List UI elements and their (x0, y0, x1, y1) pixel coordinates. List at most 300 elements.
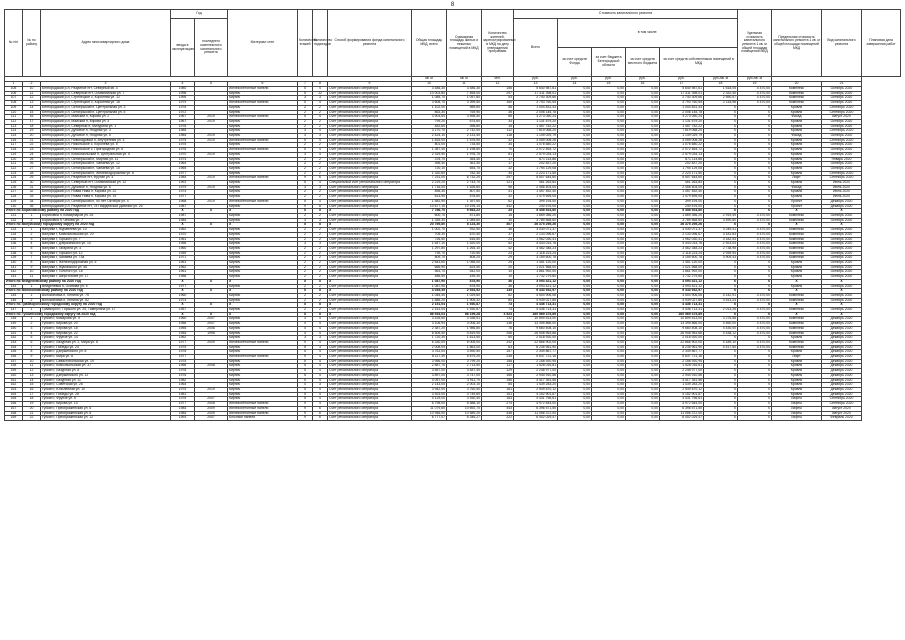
row-cell-w: Кровля (772, 392, 822, 397)
row-address: Валуйки г, Толстого ул. 16 (41, 270, 171, 275)
row-cell-s: Счет регионального оператора (328, 322, 412, 327)
row-district-number: 18 (23, 397, 41, 402)
row-cell-m: Кирпич (228, 336, 298, 341)
row-district-number: 18 (23, 124, 41, 129)
row-cell-e: 4 (313, 101, 328, 106)
row-cell-uc: X (704, 209, 738, 214)
row-cell-f4: 5 637 721,16 (660, 355, 704, 360)
row-number: 146 (5, 298, 23, 303)
header-entrances: Количество подъездов (313, 10, 328, 77)
row-cell-f4: 3 273 050,24 (660, 115, 704, 120)
row-cell-f4: 1 076 680,22 (660, 143, 704, 148)
row-cell-dt: Декабрь 2020 (822, 378, 862, 383)
row-cell-ct: 11 056 372,00 (514, 411, 558, 416)
row-cell-f4: 2 133 096,67 (660, 232, 704, 237)
row-number: 153 (5, 340, 23, 345)
row-cell-la: 1 905,32 (447, 298, 482, 303)
row-cell-f4: 1 861 992,00 (660, 270, 704, 275)
row-cell-f: X (298, 279, 313, 284)
row-cell-y: 1977 (171, 355, 195, 360)
row-cell-o: X (195, 289, 228, 294)
row-cell-s: Счет регионального оператора (328, 148, 412, 153)
row-cell-dt: Октябрь 2020 (822, 251, 862, 256)
row-cell-uc: X (704, 185, 738, 190)
unit-cell: руб. (626, 77, 660, 82)
row-cell-f2: 0,00 (592, 218, 626, 223)
row-cell-m: Железобетонные панели (228, 101, 298, 106)
unit-cell: руб./кв. м (704, 77, 738, 82)
row-cell-f1: 0,00 (558, 228, 592, 233)
row-number: 131 (5, 213, 23, 218)
row-cell-f4: 3 093 421,12 (660, 284, 704, 289)
row-number: 126 (5, 185, 23, 190)
row-cell-uc: X (704, 383, 738, 388)
row-cell-e: 4 (313, 331, 328, 336)
row-cell-mc: X (738, 284, 772, 289)
row-cell-dt: Октябрь 2020 (822, 275, 862, 280)
table-row (5, 416, 901, 421)
row-cell-uc: X (704, 115, 738, 120)
row-cell-s: Счет регионального оператора (328, 355, 412, 360)
row-cell-w: Кровля (772, 138, 822, 143)
row-cell-e: 4 (313, 87, 328, 92)
row-number: 154 (5, 345, 23, 350)
row-district-number: 34 (23, 199, 41, 204)
row-cell-p: 158 (482, 359, 514, 364)
row-cell-f1: 0,00 (558, 411, 592, 416)
row-cell-s: Счет регионального оператора (328, 166, 412, 171)
row-cell-s: X (328, 223, 412, 228)
row-cell-s: Счет регионального оператора (328, 138, 412, 143)
row-cell-f: 5 (298, 364, 313, 369)
row-cell-ct: 9 443 932,97 (514, 289, 558, 294)
total-label: Итого по Волоконовскому району на 2020 год (5, 289, 171, 294)
row-cell-ta: 10 003,80 (412, 91, 447, 96)
row-cell-s: Счет регионального оператора (328, 232, 412, 237)
row-cell-ct: 6 396 571,50 (514, 406, 558, 411)
row-number: 115 (5, 134, 23, 139)
row-cell-dt: Сентябрь 2020 (822, 138, 862, 143)
row-cell-o: 2008 (195, 364, 228, 369)
row-cell-e: 4 (313, 359, 328, 364)
row-cell-uc: X (704, 388, 738, 393)
row-cell-la: 3 399,50 (447, 101, 482, 106)
row-cell-uc: X (704, 181, 738, 186)
row-cell-m: Кирпич (228, 359, 298, 364)
row-address: Губкин г, Кирова ул. 14 (41, 402, 171, 407)
row-cell-p: 36 (482, 110, 514, 115)
row-cell-ct: 2 248 977,00 (514, 369, 558, 374)
row-cell-ct: 2 549 870,12 (514, 388, 558, 393)
row-cell-f1: 0,00 (558, 317, 592, 322)
row-cell-p: 29 (482, 256, 514, 261)
row-cell-ta: 376,70 (412, 157, 447, 162)
row-cell-p: 63 (482, 345, 514, 350)
row-cell-ct: 1 669 356,20 (514, 213, 558, 218)
row-address: Губкин г, Кирова ул. 22 (41, 331, 171, 336)
row-number: 108 (5, 101, 23, 106)
row-cell-mc: X (738, 373, 772, 378)
row-cell-f3: 0,00 (626, 416, 660, 421)
row-cell-la: 624,50 (447, 265, 482, 270)
row-cell-f2: 0,00 (592, 209, 626, 214)
row-cell-e: X (313, 279, 328, 284)
row-number: 117 (5, 143, 23, 148)
row-cell-uc: X (704, 402, 738, 407)
row-cell-la: 10 692,70 (447, 406, 482, 411)
row-cell-f4: 4 939 027,85 (660, 298, 704, 303)
row-cell-e: 2 (313, 261, 328, 266)
row-number: 114 (5, 129, 23, 134)
row-cell-p: 156 (482, 378, 514, 383)
row-cell-f1: 0,00 (558, 298, 592, 303)
row-cell-s: Счет регионального оператора (328, 162, 412, 167)
row-cell-s: X (328, 289, 412, 294)
row-cell-f3: 0,00 (626, 256, 660, 261)
row-cell-la: 354,40 (447, 157, 482, 162)
row-cell-w: Кровля (772, 166, 822, 171)
row-cell-f3: 0,00 (626, 345, 660, 350)
row-cell-la: 3 930,40 (447, 397, 482, 402)
row-cell-w: Комплекс (772, 256, 822, 261)
row-cell-f2: 0,00 (592, 101, 626, 106)
row-cell-f4: 22 866 902,00 (660, 340, 704, 345)
row-cell-e: 2 (313, 213, 328, 218)
row-cell-f1: 0,00 (558, 237, 592, 242)
row-cell-la: 1 976,70 (447, 152, 482, 157)
row-cell-ta: 452,60 (412, 124, 447, 129)
row-cell-ta: 1 886,20 (412, 298, 447, 303)
row-cell-ct: 3 093 421,12 (514, 284, 558, 289)
row-number: 166 (5, 402, 23, 407)
row-address: Валуйки г, Комсомольская ул. 20 (41, 232, 171, 237)
row-cell-ta: 3 956,00 (412, 359, 447, 364)
row-cell-p: 36 (482, 284, 514, 289)
row-cell-f: 5 (298, 378, 313, 383)
row-cell-dt: Июнь 2020 (822, 181, 862, 186)
row-cell-f4: 1 669 356,20 (660, 213, 704, 218)
row-cell-p: 42 (482, 246, 514, 251)
row-cell-uc: 2 332,40 (704, 91, 738, 96)
row-cell-y: 1982 (171, 378, 195, 383)
row-number: 137 (5, 246, 23, 251)
row-cell-y: X (171, 209, 195, 214)
row-cell-m: Кирпич (228, 350, 298, 355)
row-cell-p: 161 (482, 388, 514, 393)
row-cell-p: 32 (482, 195, 514, 200)
row-cell-s: Счет регионального оператора (328, 406, 412, 411)
row-cell-e: 4 (313, 199, 328, 204)
row-number: 127 (5, 190, 23, 195)
row-cell-p: 25 (482, 209, 514, 214)
row-cell-e: 4 (313, 326, 328, 331)
row-address: Губкин г, Победы ул. 28 (41, 392, 171, 397)
row-cell-la: 1 576,90 (447, 138, 482, 143)
row-cell-mc: X (738, 312, 772, 317)
row-cell-ta: 2 151,04 (412, 303, 447, 308)
row-cell-f3: 0,00 (626, 115, 660, 120)
row-cell-w: Кровля (772, 261, 822, 266)
row-cell-dt: Август 2020 (822, 406, 862, 411)
row-cell-f4: 3 059 008,26 (660, 138, 704, 143)
row-cell-s: Счет регионального оператора (328, 373, 412, 378)
row-cell-f1: 0,00 (558, 308, 592, 313)
row-cell-f1: 0,00 (558, 416, 592, 421)
row-cell-ct: 2 223 171,50 (514, 171, 558, 176)
row-cell-mc: X (738, 364, 772, 369)
row-cell-mc: X (738, 185, 772, 190)
row-district-number: 9 (23, 265, 41, 270)
row-cell-p: 443 (482, 406, 514, 411)
row-cell-w: X (772, 209, 822, 214)
row-cell-w: Проект (772, 204, 822, 209)
row-cell-y: 1974 (171, 298, 195, 303)
row-district-number: 32 (23, 190, 41, 195)
row-cell-f3: 0,00 (626, 218, 660, 223)
row-cell-w: Кровля (772, 162, 822, 167)
row-cell-y: 1954 (171, 331, 195, 336)
row-district-number: 4 (23, 331, 41, 336)
row-address: Губкин г, Преображенская ул. 12 (41, 416, 171, 421)
row-district-number: 20 (23, 134, 41, 139)
row-cell-uc: 1 115,98 (704, 101, 738, 106)
row-cell-s: Счет регионального оператора (328, 326, 412, 331)
row-cell-dt: Сентябрь 2020 (822, 176, 862, 181)
row-cell-f1: 0,00 (558, 152, 592, 157)
row-cell-f4: 461 263,84 (660, 181, 704, 186)
row-cell-f4: 2 579 034,13 (660, 152, 704, 157)
row-district-number: 2 (23, 232, 41, 237)
row-cell-mc: 4 470,00 (738, 340, 772, 345)
row-cell-f1: 0,00 (558, 406, 592, 411)
row-cell-e: 4 (313, 148, 328, 153)
row-cell-m: Железобетонные панели (228, 148, 298, 153)
row-cell-ct: 2 133 096,67 (514, 232, 558, 237)
row-cell-f4: 3 462 348,23 (660, 246, 704, 251)
row-cell-f1: 0,00 (558, 223, 592, 228)
row-cell-mc: X (738, 411, 772, 416)
row-cell-f2: 0,00 (592, 411, 626, 416)
row-cell-p: 132 (482, 317, 514, 322)
row-cell-f4: 3 093 421,12 (660, 279, 704, 284)
row-cell-w: Кровля (772, 129, 822, 134)
row-cell-f3: 0,00 (626, 251, 660, 256)
row-cell-y: 1959 (171, 251, 195, 256)
row-cell-f1: 0,00 (558, 242, 592, 247)
row-cell-mc: X (738, 134, 772, 139)
row-cell-p: 297 (482, 176, 514, 181)
row-cell-uc: X (704, 134, 738, 139)
row-cell-ct: 1 004 831,43 (514, 105, 558, 110)
row-cell-f: X (298, 312, 313, 317)
row-number: 168 (5, 411, 23, 416)
row-district-number: 1 (23, 213, 41, 218)
row-cell-ta: 6 798,00 (412, 402, 447, 407)
row-address: Губкин г, Фрунзе ул. 6 (41, 397, 171, 402)
row-cell-w: Комплекс (772, 251, 822, 256)
row-address: Белгородский р-н, Октябрьский п, Чапаева ул. 12 (41, 162, 171, 167)
row-cell-mc: X (738, 199, 772, 204)
row-cell-ct: 1 149 029,79 (514, 134, 558, 139)
row-cell-m: Кирпич (228, 308, 298, 313)
row-cell-ta: 1 720,30 (412, 336, 447, 341)
row-district-number: 31 (23, 185, 41, 190)
row-district-number: 19 (23, 129, 41, 134)
row-number: 107 (5, 96, 23, 101)
row-cell-m: X (228, 289, 298, 294)
row-district-number: 10 (23, 270, 41, 275)
row-cell-la: 86 199,28 (447, 312, 482, 317)
total-label: Итого по Валуйскому городскому округу на 2020 год (5, 223, 171, 228)
row-cell-m: Кирпич (228, 256, 298, 261)
row-cell-s: Счет регионального оператора (328, 392, 412, 397)
row-cell-uc: 2 738,98 (704, 246, 738, 251)
row-cell-f4: 6 402 029,47 (660, 416, 704, 421)
row-cell-y: 1964 (171, 383, 195, 388)
row-cell-dt: Октябрь 2020 (822, 228, 862, 233)
row-cell-ta: 1 297,80 (412, 246, 447, 251)
row-cell-e: 4 (313, 115, 328, 120)
row-cell-mc: 4 470,00 (738, 345, 772, 350)
row-cell-uc: 3 490,80 (704, 218, 738, 223)
row-cell-f2: 0,00 (592, 261, 626, 266)
row-cell-ct: 1 457 752,22 (514, 124, 558, 129)
row-cell-m: Кирпич (228, 129, 298, 134)
row-cell-m: Железобетонные панели (228, 138, 298, 143)
row-cell-f4: 4 504 906,06 (660, 293, 704, 298)
row-cell-f: X (298, 289, 313, 294)
row-cell-ta: 3 657,00 (412, 369, 447, 374)
row-cell-uc: 3 513,24 (704, 298, 738, 303)
column-number: 3 (41, 82, 171, 87)
row-cell-w: Кровля (772, 148, 822, 153)
row-cell-f3: 0,00 (626, 350, 660, 355)
row-cell-s: Счет регионального оператора (328, 275, 412, 280)
row-cell-f4: 1 149 029,79 (660, 134, 704, 139)
row-district-number: 7 (23, 345, 41, 350)
column-number: 19 (738, 82, 772, 87)
row-cell-f2: 0,00 (592, 190, 626, 195)
row-cell-mc: X (738, 369, 772, 374)
row-cell-f: 2 (298, 143, 313, 148)
row-cell-f4: 1 528 016,81 (660, 364, 704, 369)
row-cell-s: Счет регионального оператора (328, 228, 412, 233)
row-cell-e: X (313, 289, 328, 294)
row-cell-w: Кровля (772, 350, 822, 355)
row-cell-la: 1 397,60 (447, 199, 482, 204)
row-cell-e: 4 (313, 138, 328, 143)
row-cell-e: 6 (313, 416, 328, 421)
row-cell-f2: 0,00 (592, 148, 626, 153)
row-cell-mc: X (738, 138, 772, 143)
header-cost-total: Всего (514, 19, 558, 77)
row-cell-p: 10 (482, 218, 514, 223)
row-cell-f3: 0,00 (626, 331, 660, 336)
row-cell-mc: X (738, 157, 772, 162)
row-cell-p: 34 (482, 143, 514, 148)
row-cell-f3: 0,00 (626, 279, 660, 284)
row-cell-uc: X (704, 110, 738, 115)
row-cell-f1: 0,00 (558, 134, 592, 139)
row-cell-f: 2 (298, 119, 313, 124)
row-cell-la: 2 742,00 (447, 129, 482, 134)
row-cell-m: Кирпич (228, 195, 298, 200)
row-cell-f1: 0,00 (558, 364, 592, 369)
row-cell-f4: 6 396 571,50 (660, 406, 704, 411)
row-cell-dt: Сентябрь 2020 (822, 129, 862, 134)
row-cell-ta: 563,70 (412, 270, 447, 275)
row-cell-m: Кирпич (228, 204, 298, 209)
row-cell-m: Кирпич (228, 388, 298, 393)
row-cell-dt: Сентябрь 2020 (822, 110, 862, 115)
row-cell-p: 66 (482, 115, 514, 120)
row-cell-f2: 0,00 (592, 364, 626, 369)
row-cell-p: 80 (482, 298, 514, 303)
row-cell-mc: 4 470,00 (738, 298, 772, 303)
row-cell-dt: X (822, 223, 862, 228)
row-cell-ct: 26 908 953,66 (514, 331, 558, 336)
row-cell-uc: 4 142,91 (704, 293, 738, 298)
row-cell-m: Кирпич (228, 326, 298, 331)
header-living-area: Суммарная площадь жилых и нежилых помещений в МКД (447, 10, 482, 77)
row-cell-ta: 1 045,40 (412, 293, 447, 298)
row-cell-f1: 0,00 (558, 157, 592, 162)
row-district-number: 13 (23, 373, 41, 378)
row-cell-e: 4 (313, 181, 328, 186)
row-cell-y: 1958 (171, 275, 195, 280)
row-district-number: 12 (23, 96, 41, 101)
row-cell-w: Проект (772, 199, 822, 204)
row-cell-f1: 0,00 (558, 124, 592, 129)
row-cell-la: 616,50 (447, 237, 482, 242)
row-cell-f3: 0,00 (626, 359, 660, 364)
row-cell-y: 1975 (171, 388, 195, 393)
row-cell-m: Кирпич (228, 270, 298, 275)
row-cell-w: Кровля (772, 359, 822, 364)
row-cell-f3: 0,00 (626, 265, 660, 270)
row-cell-dt: X (822, 209, 862, 214)
row-cell-f: 5 (298, 397, 313, 402)
row-cell-la: 2 131,40 (447, 134, 482, 139)
column-number: 11 (447, 82, 482, 87)
row-cell-s: X (328, 209, 412, 214)
row-cell-y: 1975 (171, 345, 195, 350)
row-cell-f2: 0,00 (592, 345, 626, 350)
row-cell-dt: Октябрь 2020 (822, 261, 862, 266)
row-cell-dt: Декабрь 2020 (822, 355, 862, 360)
row-district-number: 1 (23, 284, 41, 289)
row-cell-y: 1995 (171, 96, 195, 101)
row-cell-uc: 2 919,49 (704, 213, 738, 218)
row-cell-m: Железобетонные панели (228, 402, 298, 407)
row-address: Белгородский р-н, Октябрьский п, Центральная ул. 3 (41, 105, 171, 110)
row-district-number: 15 (23, 110, 41, 115)
row-cell-f: 3 (298, 317, 313, 322)
row-number: 105 (5, 87, 23, 92)
column-number: 16 (626, 82, 660, 87)
row-cell-s: Счет регионального оператора (328, 383, 412, 388)
row-cell-f4: 26 908 953,66 (660, 331, 704, 336)
row-cell-dt: X (822, 303, 862, 308)
row-cell-f4: 2 740 309,66 (660, 96, 704, 101)
row-cell-y: 1968 (171, 199, 195, 204)
row-cell-ta: 20 769,80 (412, 223, 447, 228)
header-n: № п/п (5, 10, 23, 77)
row-address: Губкин г, Комарова ул. 5 (41, 317, 171, 322)
row-cell-y: 1974 (171, 157, 195, 162)
row-cell-s: Счет регионального оператора (328, 96, 412, 101)
row-cell-e: 2 (313, 162, 328, 167)
